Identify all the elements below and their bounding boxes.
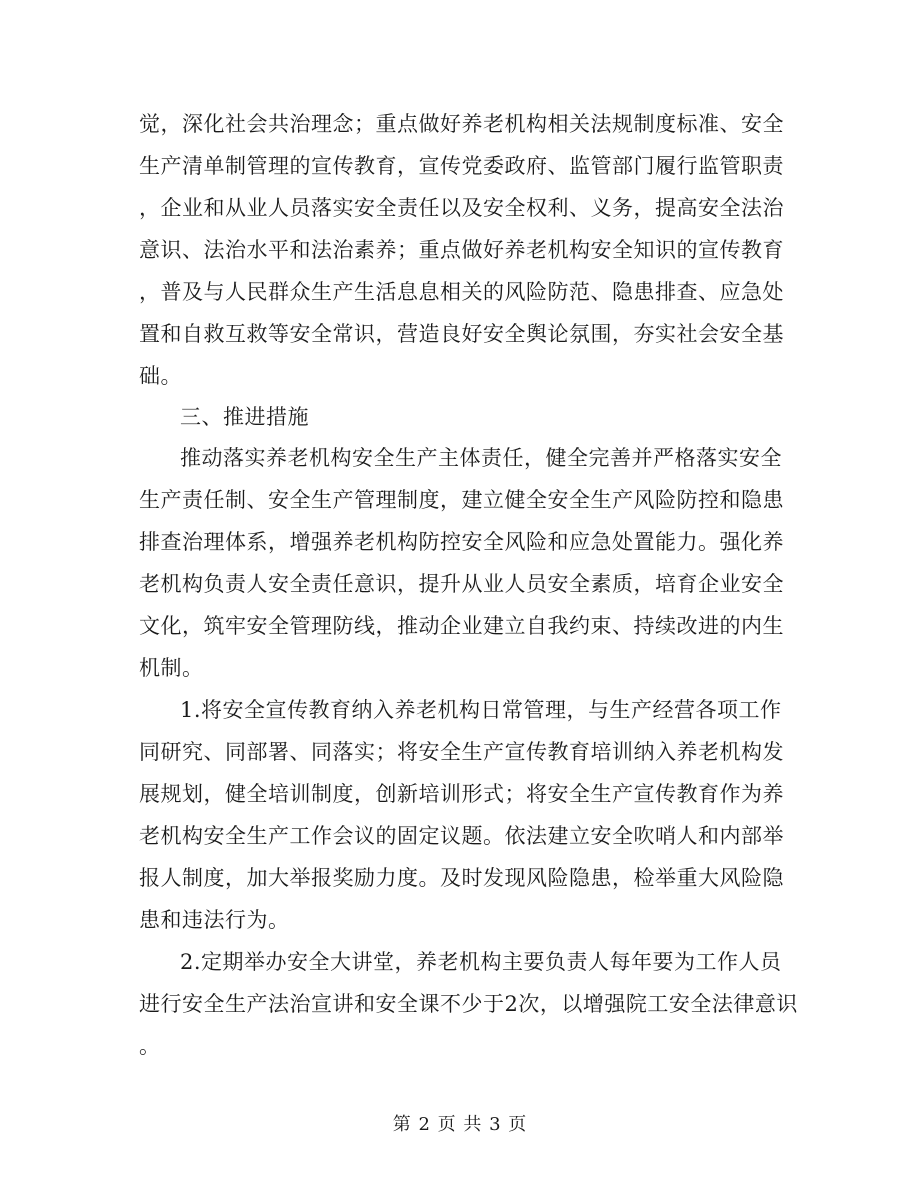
section-heading: 三、推进措施 <box>180 405 309 429</box>
page-number-footer: 第 2 页 共 3 页 <box>392 1114 528 1135</box>
text-line: 老机构负责人安全责任意识，提升从业人员安全素质，培育企业安全 <box>139 572 784 596</box>
text-line: 础。 <box>139 364 182 388</box>
text-line: 2.定期举办安全大讲堂，养老机构主要负责人每年要为工作人员 <box>180 950 782 974</box>
text-line: 老机构安全生产工作会议的固定议题。依法建立安全吹哨人和内部举 <box>139 824 784 848</box>
text-line: ，企业和从业人员落实安全责任以及安全权利、义务，提高安全法治 <box>139 196 784 220</box>
text-line: 文化，筑牢安全管理防线，推动企业建立自我约束、持续改进的内生 <box>139 614 784 638</box>
text-line: 进行安全生产法治宣讲和安全课不少于2次，以增强院工安全法律意识 <box>139 992 798 1016</box>
text-line: 置和自救互救等安全常识，营造良好安全舆论氛围，夯实社会安全基 <box>139 322 784 346</box>
text-line: 展规划，健全培训制度，创新培训形式；将安全生产宣传教育作为养 <box>139 782 784 806</box>
text-line: 患和违法行为。 <box>139 908 290 932</box>
text-line: 1.将安全宣传教育纳入养老机构日常管理，与生产经营各项工作 <box>180 698 782 722</box>
text-line: 同研究、同部署、同落实；将安全生产宣传教育培训纳入养老机构发 <box>139 740 784 764</box>
text-line: 报人制度，加大举报奖励力度。及时发现风险隐患，检举重大风险隐 <box>139 866 784 890</box>
text-line: 排查治理体系，增强养老机构防控安全风险和应急处置能力。强化养 <box>139 530 784 554</box>
text-line: 意识、法治水平和法治素养；重点做好养老机构安全知识的宣传教育 <box>139 238 784 262</box>
text-line: 机制。 <box>139 656 204 680</box>
text-line: 生产清单制管理的宣传教育，宣传党委政府、监管部门履行监管职责 <box>139 154 784 178</box>
text-line: 推动落实养老机构安全生产主体责任，健全完善并严格落实安全 <box>180 446 782 470</box>
text-line: 生产责任制、安全生产管理制度，建立健全安全生产风险防控和隐患 <box>139 488 784 512</box>
text-line: ，普及与人民群众生产生活息息相关的风险防范、隐患排查、应急处 <box>139 280 784 304</box>
text-line: 。 <box>139 1034 161 1058</box>
text-line: 觉，深化社会共治理念；重点做好养老机构相关法规制度标准、安全 <box>139 112 784 136</box>
